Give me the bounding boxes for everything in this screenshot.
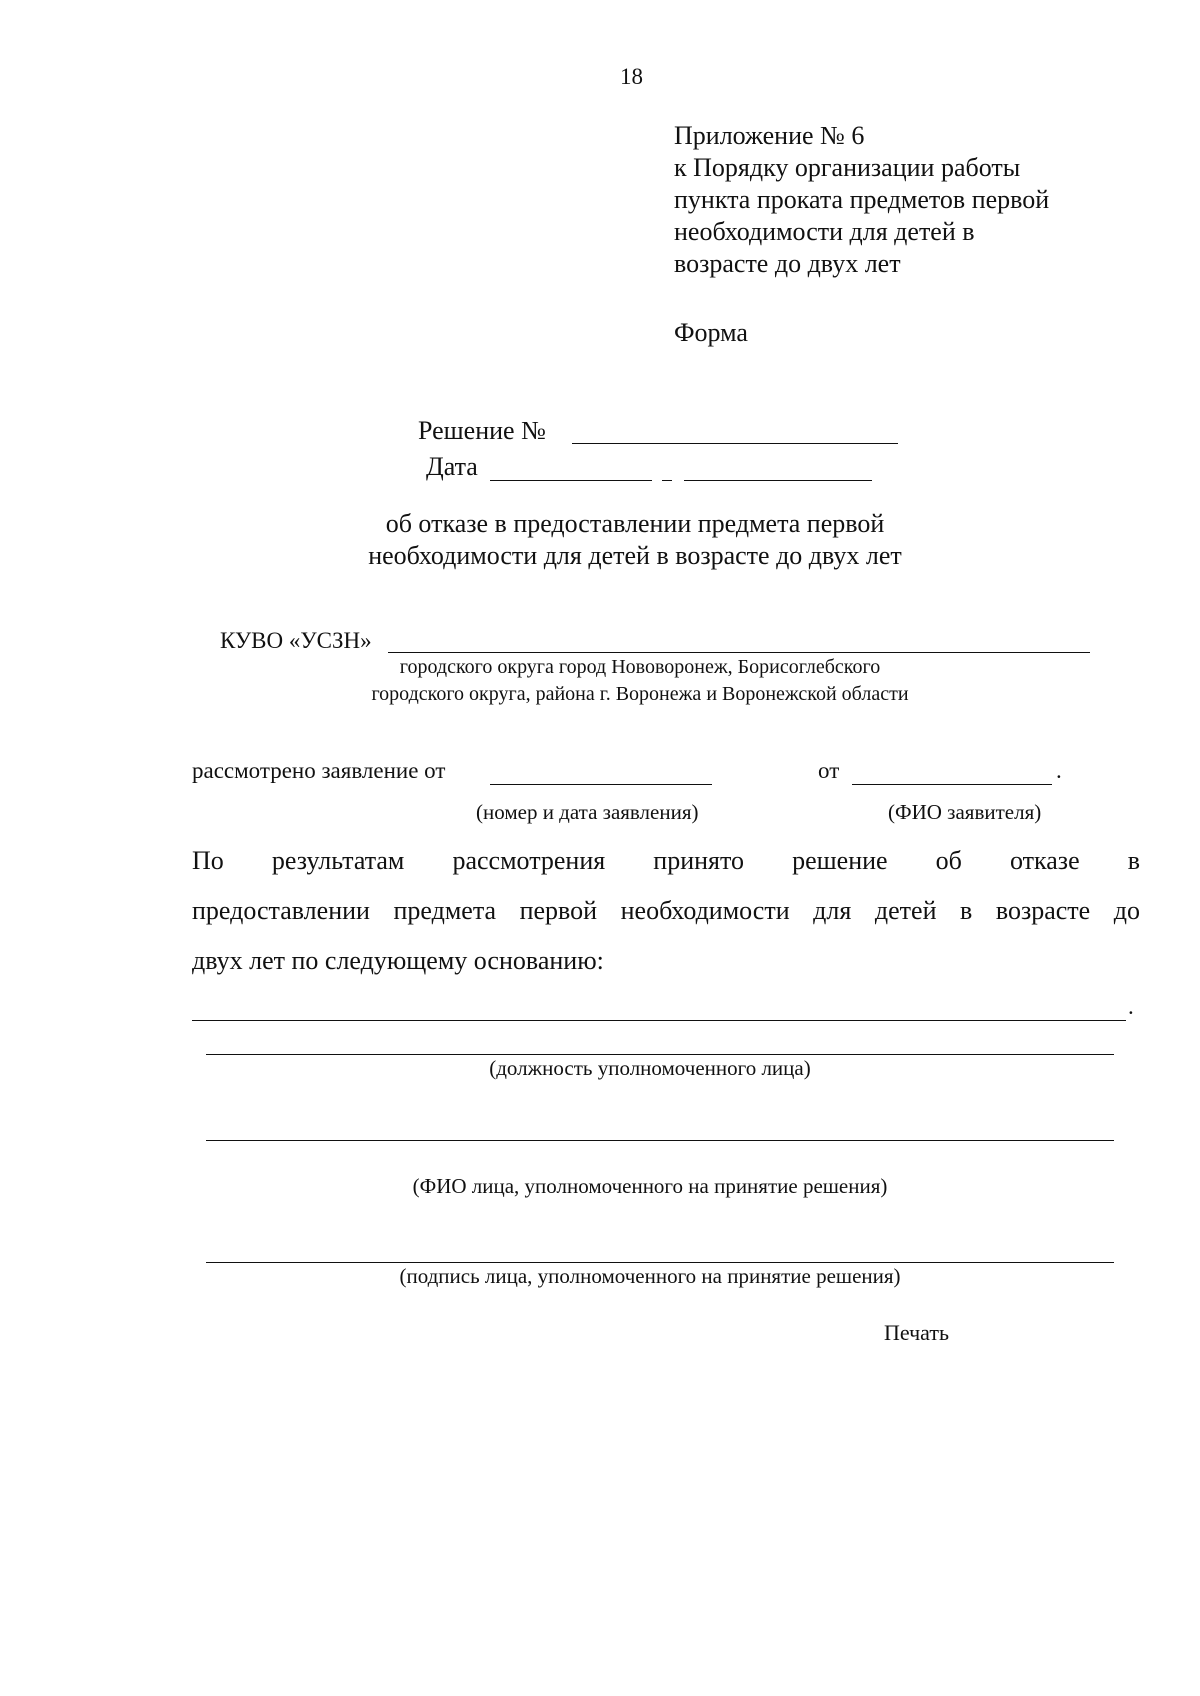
application-from-label: от bbox=[818, 758, 840, 783]
decision-subject bbox=[300, 508, 970, 572]
fio-caption: (ФИО лица, уполномоченного на принятие решения) bbox=[412, 1174, 888, 1198]
seal-label: Печать bbox=[884, 1320, 950, 1345]
fio-field[interactable] bbox=[206, 1140, 1114, 1141]
organization-caption bbox=[310, 654, 970, 708]
date-field-part2[interactable] bbox=[662, 480, 672, 481]
application-considered-label: рассмотрено заявление от bbox=[192, 758, 446, 783]
appendix-line: пункта проката предметов первой bbox=[674, 185, 1050, 214]
decision-body bbox=[192, 836, 1140, 986]
page-number: 18 bbox=[620, 64, 643, 89]
date-field-part3[interactable] bbox=[684, 480, 872, 481]
subject-line: об отказе в предоставлении предмета первой bbox=[385, 509, 885, 538]
application-number-date-field[interactable] bbox=[490, 784, 712, 785]
appendix-header bbox=[674, 120, 1049, 280]
subject-line: необходимости для детей в возрасте до двух лет bbox=[368, 541, 902, 570]
decision-number-label: Решение № bbox=[418, 416, 546, 445]
caption-number-date: (номер и дата заявления) bbox=[476, 800, 699, 824]
body-line: предоставлении предмета первой необходимости для детей в возрасте до bbox=[192, 896, 1140, 925]
date-field-part1[interactable] bbox=[490, 480, 652, 481]
signature-field[interactable] bbox=[206, 1262, 1114, 1263]
appendix-line: к Порядку организации работы bbox=[674, 153, 1021, 182]
organization-caption-line: городского округа город Нововоронеж, Борисоглебского bbox=[399, 656, 881, 678]
position-caption: (должность уполномоченного лица) bbox=[489, 1056, 811, 1080]
period-mark: . bbox=[1056, 758, 1062, 783]
appendix-line: Приложение № 6 bbox=[674, 121, 865, 150]
date-label: Дата bbox=[426, 452, 478, 481]
organization-caption-line: городского округа, района г. Воронежа и Воронежской области bbox=[371, 683, 909, 705]
body-line: двух лет по следующему основанию: bbox=[192, 946, 604, 975]
organization-field[interactable] bbox=[388, 652, 1090, 653]
signature-caption: (подпись лица, уполномоченного на принятие решения) bbox=[399, 1264, 901, 1288]
organization-label: КУВО «УСЗН» bbox=[220, 628, 372, 653]
appendix-line: возрасте до двух лет bbox=[674, 249, 901, 278]
body-line: По результатам рассмотрения принято решение об отказе в bbox=[192, 846, 1140, 875]
applicant-fio-field[interactable] bbox=[852, 784, 1052, 785]
caption-applicant-fio: (ФИО заявителя) bbox=[888, 800, 1042, 824]
appendix-line: необходимости для детей в bbox=[674, 217, 975, 246]
position-field[interactable] bbox=[206, 1054, 1114, 1055]
form-label: Форма bbox=[674, 318, 748, 347]
reason-field[interactable] bbox=[192, 1020, 1126, 1021]
period-mark: . bbox=[1128, 994, 1134, 1019]
decision-number-field[interactable] bbox=[572, 443, 898, 444]
